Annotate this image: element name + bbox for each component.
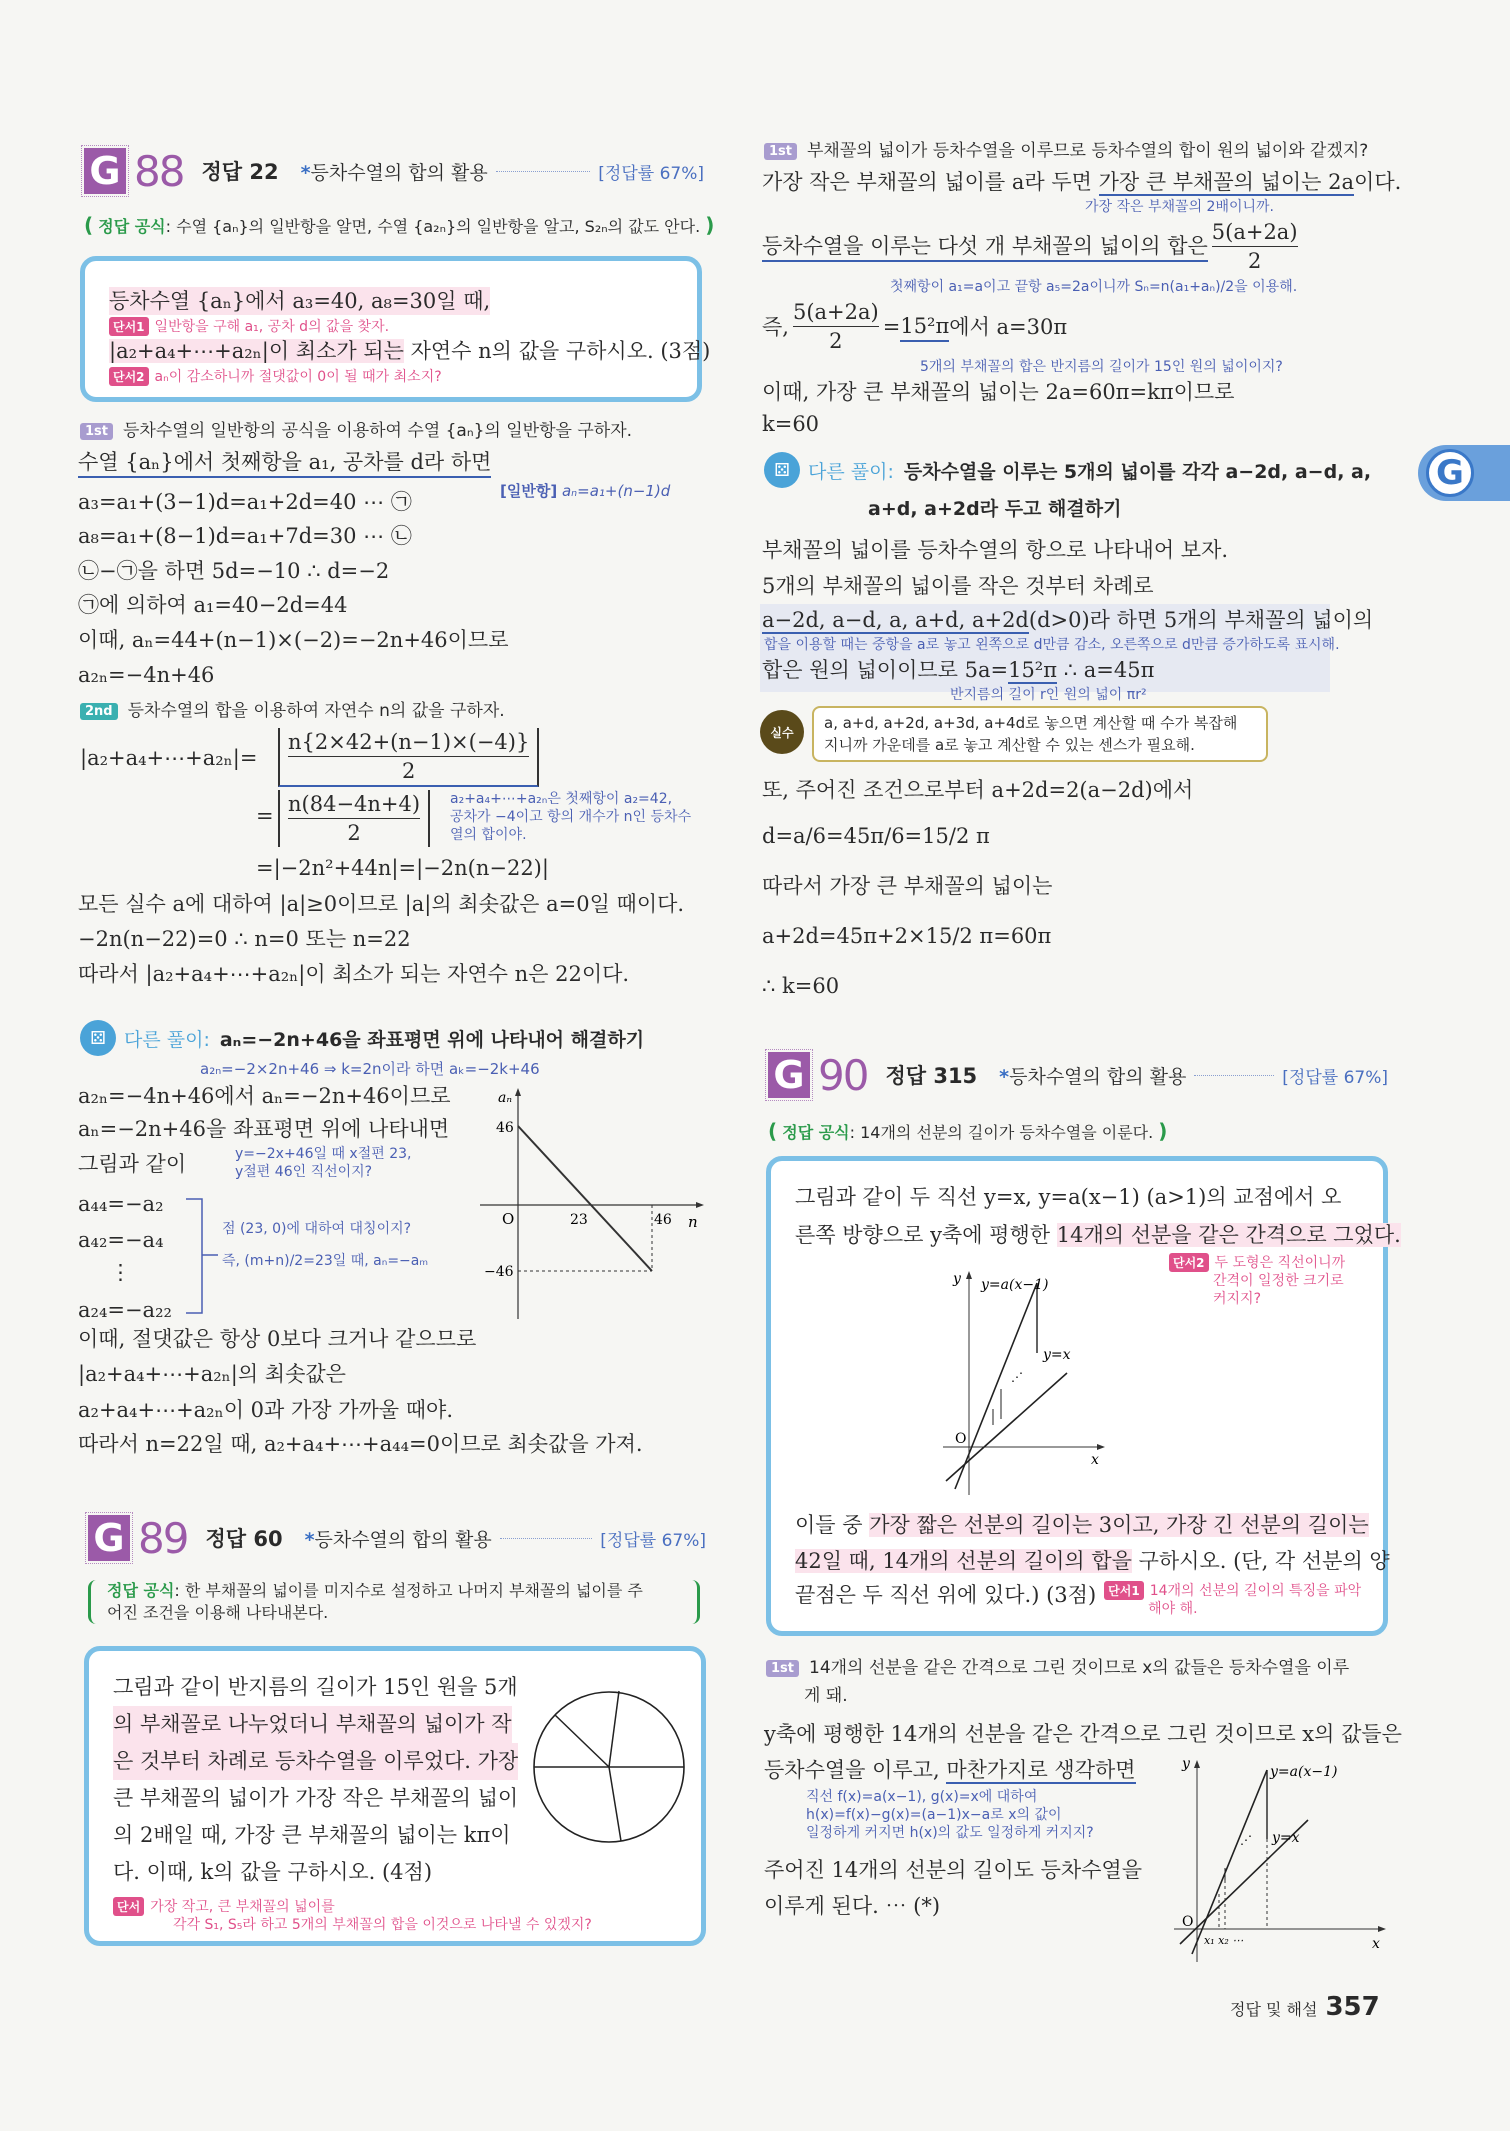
- hint-tag: 단서: [113, 1897, 144, 1916]
- step-1: [764, 136, 1368, 161]
- hint-text: 간격이 일정한 크기로: [1213, 1273, 1344, 1289]
- x-tick: 46: [654, 1212, 672, 1228]
- line-label: y=a(x−1): [981, 1277, 1049, 1293]
- solution-line: 그림과 같이: [78, 1152, 187, 1176]
- solution-line: 모든 실수 a에 대하여 |a|≥0이므로 |a|의 최솟값은 a=0일 때이다.: [78, 892, 685, 916]
- solution-text: 등차수열을 이루고,: [764, 1758, 947, 1782]
- problem-line: 의 부채꼴로 나누었더니 부채꼴의 넓이가 작: [113, 1706, 512, 1743]
- alt-title: 등차수열을 이루는 5개의 넓이를 각각 a−2d, a−d, a,: [903, 460, 1372, 483]
- step-text: 14개의 선분을 같은 간격으로 그린 것이므로 x의 값들은 등차수열을 이루: [809, 1658, 1350, 1678]
- problem-text: 른쪽 방향으로 y축에 평행한: [795, 1223, 1057, 1247]
- problem-line: [795, 1221, 1401, 1249]
- step-1: [80, 416, 632, 441]
- ellipsis: ⋰: [1240, 1833, 1252, 1847]
- step-tag: 1st: [764, 143, 797, 160]
- dice-icon: ⚄: [80, 1020, 116, 1056]
- underlined-text: 가장 큰 부채꼴의 넓이는 2a: [1098, 170, 1355, 194]
- y-tick: 46: [496, 1120, 514, 1136]
- solution-line: 따라서 |a₂+a₄+⋯+a₂ₙ|이 최소가 되는 자연수 n은 22이다.: [78, 962, 630, 986]
- chapter-badge: G: [88, 1515, 130, 1561]
- problem-last-line: [795, 1581, 1365, 1618]
- line-label: y=x: [1043, 1347, 1071, 1363]
- origin-label: O: [955, 1431, 967, 1447]
- hint-text: 커지지?: [1213, 1291, 1262, 1307]
- sum-lhs: |a₂+a₄+⋯+a₂ₙ|=: [80, 746, 258, 770]
- denominator: 2: [401, 759, 416, 783]
- alt-title: aₙ=−2n+46을 좌표평면 위에 나타내어 해결하기: [219, 1028, 645, 1051]
- step-text: 등차수열의 일반항의 공식을 이용하여 수열 {aₙ}의 일반항을 구하자.: [123, 421, 633, 441]
- line-label: y=a(x−1): [1270, 1764, 1338, 1780]
- formula-label: 정답 공식: [98, 217, 166, 236]
- problem-number: 89: [138, 1513, 188, 1563]
- underlined-text: 마찬가지로 생각하면: [946, 1758, 1136, 1782]
- highlight: 14개의 선분을 같은 간격으로 그었다.: [1056, 1223, 1401, 1247]
- hint-text: 14개의 선분의 길이의 특징을 파악: [1149, 1583, 1362, 1599]
- chapter-badge: G: [768, 1052, 810, 1098]
- solution-line: k=60: [762, 412, 820, 436]
- step-tag: 1st: [80, 423, 113, 440]
- note-label: [일반항]: [500, 482, 558, 500]
- solution-text: ∴ a=45π: [1057, 658, 1155, 682]
- step-1: [766, 1654, 1349, 1710]
- solution-line: aₙ=−2n+46을 좌표평면 위에 나타내면: [78, 1117, 450, 1141]
- note: 첫째항이 a₁=a이고 끝항 a₅=2a이니까 Sₙ=n(a₁+aₙ)/2을 이용해.: [890, 279, 1298, 295]
- topic-text: 등차수열의 합의 활용: [314, 1528, 492, 1551]
- solution-line: 이루게 된다. ⋯ (*): [764, 1894, 941, 1918]
- hint-tag: 단서2: [1169, 1253, 1209, 1272]
- denominator: 2: [829, 329, 843, 353]
- solution-line: 부채꼴의 넓이를 등차수열의 항으로 나타내어 보자.: [762, 538, 1229, 562]
- hint-tag: 단서2: [109, 367, 149, 386]
- alt-solution-header: [80, 1020, 644, 1056]
- answer: 정답 22: [201, 160, 279, 184]
- solution-line: [764, 1756, 1136, 1784]
- alt-note: [235, 1145, 411, 1181]
- origin-label: O: [1182, 1914, 1194, 1930]
- note: [806, 1788, 1094, 1842]
- hint-tag: 단서1: [1104, 1581, 1144, 1600]
- alt-solution-header: [764, 452, 1371, 488]
- solution-line: 따라서 n=22일 때, a₂+a₄+⋯+a₄₄=0이므로 최솟값을 가져.: [78, 1432, 643, 1456]
- alt-label: 다른 풀이:: [124, 1028, 210, 1051]
- denominator: 2: [1247, 249, 1262, 273]
- note: 합을 이용할 때는 중항을 a로 놓고 왼쪽으로 d만큼 감소, 오른쪽으로 d만큼 증가하도록 표시해.: [764, 637, 1340, 653]
- solution-line: [762, 168, 1401, 196]
- ellipsis: ⋰: [1011, 1370, 1023, 1384]
- solution-line: [762, 606, 1373, 634]
- note-line: 일정하게 커지면 h(x)의 값도 일정하게 커지지?: [806, 1825, 1094, 1841]
- solution-text: =: [882, 314, 901, 339]
- topic: [301, 158, 488, 185]
- circle-figure: [529, 1687, 689, 1847]
- numerator: 5(a+2a): [793, 298, 879, 327]
- solution-line: 이때, aₙ=44+(n−1)×(−2)=−2n+46이므로: [78, 628, 509, 652]
- step-2: [80, 696, 505, 721]
- solution-line: 수열 {aₙ}에서 첫째항을 a₁, 공차를 d라 하면: [78, 448, 491, 478]
- problem-line: [795, 1547, 1390, 1575]
- topic: [305, 1525, 492, 1552]
- x-tick: 23: [570, 1212, 588, 1228]
- origin-label: O: [502, 1210, 515, 1228]
- dotted-leader: [1194, 1075, 1274, 1076]
- correct-rate: [정답률 67%]: [598, 163, 704, 184]
- problem-line: 은 것부터 차례로 등차수열을 이루었다. 가장: [113, 1743, 518, 1780]
- solution-line: [762, 218, 1302, 275]
- problem-line: 다. 이때, k의 값을 구하시오. (4점): [113, 1860, 433, 1884]
- star-icon: *: [999, 1065, 1010, 1088]
- numerator: n{2×42+(n−1)×(−4)}: [288, 728, 529, 757]
- solution-text: 에서 a=30π: [949, 314, 1068, 339]
- solution-text: 즉,: [762, 314, 789, 339]
- fraction: [1212, 218, 1298, 275]
- answer: 정답 60: [205, 1527, 283, 1551]
- note-line: y절편 46인 직선이지?: [235, 1164, 373, 1180]
- x-axis-label: x: [1091, 1452, 1099, 1468]
- y-axis-label: aₙ: [498, 1090, 513, 1106]
- hint-1: [1104, 1581, 1365, 1618]
- step-tag: 1st: [766, 1660, 799, 1677]
- solution-line: 이때, 절댓값은 항상 0보다 크거나 같으므로: [78, 1327, 477, 1351]
- problem-text: 구하시오. (단, 각 선분의 양: [1131, 1549, 1390, 1573]
- solution-line: |a₂+a₄+⋯+a₂ₙ|의 최솟값은: [78, 1362, 346, 1386]
- note-line: a₂+a₄+⋯+a₂ₙ은 첫째항이 a₂=42,: [450, 791, 673, 807]
- solution-line: ㉡−㉠을 하면 5d=−10 ∴ d=−2: [78, 559, 390, 583]
- chapter-badge: G: [84, 148, 126, 194]
- solution-text: 합은 원의 넓이이므로 5a=: [762, 658, 1009, 682]
- alt-note: [222, 1220, 428, 1270]
- problem-line: [109, 337, 710, 365]
- numerator: n(84−4n+4): [288, 790, 420, 819]
- hint-text: 가장 작고, 큰 부채꼴의 넓이를: [150, 1899, 335, 1915]
- note-line: 즉, (m+n)/2=23일 때, aₙ=−aₘ: [222, 1253, 429, 1269]
- general-term-note: [500, 482, 670, 500]
- dice-icon: ⚄: [764, 452, 800, 488]
- note-line: 점 (23, 0)에 대하여 대칭이지?: [222, 1221, 412, 1237]
- problem-line: 큰 부채꼴의 넓이가 가장 작은 부채꼴의 넓이: [113, 1786, 519, 1810]
- underlined-text: 등차수열을 이루는 다섯 개 부채꼴의 넓이의 합은: [762, 232, 1208, 262]
- note-line: h(x)=f(x)−g(x)=(a−1)x−a로 x의 값이: [806, 1807, 1062, 1823]
- alt-title: a+d, a+2d라 두고 해결하기: [868, 498, 1122, 520]
- eq-sign: =: [256, 804, 274, 828]
- x-axis-label: x: [1372, 1936, 1380, 1952]
- star-icon: *: [300, 161, 311, 184]
- g88-header: [84, 146, 704, 196]
- g90-header: [768, 1050, 1388, 1100]
- correct-rate: [정답률 67%]: [600, 1530, 706, 1551]
- underlined-text: a−2d, a−d, a, a+d, a+2d: [762, 608, 1029, 632]
- topic-text: 등차수열의 합의 활용: [310, 161, 488, 184]
- answer-formula: ( 정답 공식: 14개의 선분의 길이가 등차수열을 이룬다. ): [768, 1119, 1168, 1143]
- answer-formula: [88, 1580, 700, 1624]
- highlight: |a₂+a₄+⋯+a₂ₙ|이 최소가 되는: [109, 339, 404, 363]
- solution-line: y축에 평행한 14개의 선분을 같은 간격으로 그린 것이므로 x의 값들은: [764, 1722, 1402, 1746]
- problem-line: 등차수열 {aₙ}에서 a₃=40, a₈=30일 때,: [109, 289, 491, 313]
- mistake-line: a, a+d, a+2d, a+3d, a+4d로 놓으면 계산할 때 수가 복잡해: [824, 714, 1238, 732]
- star-icon: *: [304, 1528, 315, 1551]
- hint-text: 두 도형은 직선이니까: [1214, 1255, 1346, 1271]
- sum-note: [450, 790, 691, 844]
- numerator: 5(a+2a): [1212, 218, 1298, 247]
- solution-line: 또, 주어진 조건으로부터 a+2d=2(a−2d)에서: [762, 778, 1194, 802]
- solution-line: 이때, 가장 큰 부채꼴의 넓이는 2a=60π=kπ이므로: [762, 380, 1235, 404]
- g89-header: [88, 1513, 706, 1563]
- solution-figure: [1082, 1756, 1412, 1966]
- symmetry-eq: a₄₂=−a₄: [78, 1228, 164, 1252]
- note: 가장 작은 부채꼴의 2배이니까.: [1085, 199, 1274, 215]
- formula-text: : 한 부채꼴의 넓이를 미지수로 설정하고 나머지 부채꼴의 넓이를 주: [174, 1581, 643, 1600]
- dotted-leader: [500, 1538, 593, 1539]
- highlight: 42일 때, 14개의 선분의 길이의 합을: [795, 1549, 1132, 1573]
- problem-line: [795, 1511, 1369, 1539]
- x-axis-label: n: [688, 1213, 698, 1231]
- solution-line: d=a/6=45π/6=15/2 π: [762, 824, 990, 848]
- note-line: y=−2x+46일 때 x절편 23,: [235, 1146, 412, 1162]
- solution-line: [762, 656, 1154, 684]
- solution-text: 가장 작은 부채꼴의 넓이를 a라 두면: [762, 170, 1099, 194]
- alt-label: 다른 풀이:: [808, 460, 894, 483]
- step-tag: 2nd: [80, 703, 118, 720]
- note-line: 열의 합이야.: [450, 827, 527, 843]
- y-axis-label: y: [953, 1271, 961, 1287]
- symmetry-eq: a₂₄=−a₂₂: [78, 1298, 172, 1322]
- solution-line: 따라서 가장 큰 부채꼴의 넓이는: [762, 874, 1053, 898]
- bracket-arrow: [160, 1195, 220, 1315]
- underlined-text: 15²π: [1008, 658, 1058, 682]
- note-line: 공차가 −4이고 항의 개수가 n인 등차수: [450, 809, 692, 825]
- solution-line: =|−2n²+44n|=|−2n(n−22)|: [256, 856, 549, 880]
- answer-formula: ( 정답 공식: 수열 {aₙ}의 일반항을 알면, 수열 {a₂ₙ}의 일반항을 알고, S₂ₙ의 값도 안다. ): [84, 213, 715, 237]
- answer: 정답 315: [885, 1064, 978, 1088]
- solution-line: −2n(n−22)=0 ∴ n=0 또는 n=22: [78, 927, 411, 951]
- mistake-line: 지니까 가운데를 a로 놓고 계산할 수 있는 센스가 필요해.: [824, 736, 1195, 754]
- note: 5개의 부채꼴의 합은 반지름의 길이가 15인 원의 넓이이지?: [920, 359, 1283, 375]
- mistake-badge: 실수: [760, 710, 804, 754]
- problem-line: 그림과 같이 반지름의 길이가 15인 원을 5개: [113, 1675, 518, 1699]
- problem-text: 이들 중: [795, 1513, 870, 1537]
- hint-text: 각각 S₁, S₅라 하고 5개의 부채꼴의 합을 이것으로 나타낼 수 있겠지?: [173, 1917, 592, 1933]
- page-footer: [1230, 1992, 1380, 2022]
- symmetry-eq: ⋮: [110, 1260, 131, 1284]
- solution-line: a₃=a₁+(3−1)d=a₁+2d=40 ⋯ ㉠: [78, 490, 412, 514]
- symmetry-eq: a₄₄=−a₂: [78, 1192, 164, 1216]
- hint-2: [1169, 1253, 1345, 1308]
- topic: [999, 1062, 1186, 1089]
- problem-number: 88: [134, 146, 184, 196]
- solution-line: a₈=a₁+(8−1)d=a₁+7d=30 ⋯ ㉡: [78, 524, 412, 548]
- solution-line: 5개의 부채꼴의 넓이를 작은 것부터 차례로: [762, 574, 1154, 598]
- solution-text: 이다.: [1354, 170, 1402, 194]
- problem-line: 그림과 같이 두 직선 y=x, y=a(x−1) (a>1)의 교점에서 오: [795, 1185, 1342, 1209]
- step-text: 등차수열의 합을 이용하여 자연수 n의 값을 구하자.: [127, 701, 505, 721]
- solution-line: [78, 1082, 451, 1110]
- hint-1: [109, 317, 389, 336]
- hint-text: 일반항을 구해 a₁, 공차 d의 값을 찾자.: [154, 319, 390, 335]
- solution-line: ∴ k=60: [762, 974, 840, 998]
- y-axis-label: y: [1182, 1756, 1190, 1772]
- footer-label: 정답 및 해설: [1230, 2000, 1318, 2019]
- note-line: 직선 f(x)=a(x−1), g(x)=x에 대하여: [806, 1789, 1038, 1805]
- step-text: 게 돼.: [804, 1686, 848, 1706]
- note: 반지름의 길이 r인 원의 넓이 πr²: [950, 687, 1147, 703]
- denominator: 2: [347, 821, 361, 845]
- problem-text: [113, 1669, 518, 1891]
- side-tab-letter: G: [1426, 449, 1474, 497]
- page-number: 357: [1325, 1992, 1380, 2022]
- solution-line: 주어진 14개의 선분의 길이도 등차수열을: [764, 1858, 1142, 1882]
- underlined-text: 15²π: [900, 312, 949, 342]
- x-ticks: x₁ x₂ ⋯: [1204, 1934, 1244, 1947]
- problem-line: 의 2배일 때, 가장 큰 부채꼴의 넓이는 kπ이: [113, 1823, 511, 1847]
- alt-note: a₂ₙ=−2×2n+46 ⇒ k=2n이라 하면 aₖ=−2k+46: [200, 1060, 540, 1078]
- fraction-1: [278, 728, 539, 787]
- solution-line: ㉠에 의하여 a₁=40−2d=44: [78, 593, 348, 617]
- mistake-bubble: [812, 706, 1268, 762]
- topic-text: 등차수열의 합의 활용: [1009, 1065, 1187, 1088]
- correct-rate: [정답률 67%]: [1282, 1067, 1388, 1088]
- problem-number: 90: [818, 1050, 868, 1100]
- hint-tag: 단서1: [109, 317, 149, 336]
- problem-box: [80, 256, 711, 402]
- step-text: 부채꼴의 넓이가 등차수열을 이루므로 등차수열의 합이 원의 넓이와 같겠지?: [807, 141, 1369, 161]
- solution-line: a+2d=45π+2×15/2 π=60π: [762, 924, 1052, 948]
- hint-text: 해야 해.: [1148, 1601, 1198, 1617]
- solution-line: [762, 298, 1067, 355]
- problem-box: [766, 1156, 1401, 1636]
- solution-line: a₂+a₄+⋯+a₂ₙ이 0과 가장 가까울 때야.: [78, 1398, 453, 1422]
- solution-text: (d>0)라 하면 5개의 부채꼴의 넓이의: [1028, 608, 1374, 632]
- solution-text: a₂ₙ=−4n+46에서 aₙ=−2n+46이므로: [78, 1084, 451, 1108]
- y-tick: −46: [484, 1264, 514, 1280]
- fraction-2: [278, 790, 430, 847]
- formula-label: 정답 공식: [107, 1581, 175, 1600]
- formula-label: 정답 공식: [782, 1123, 850, 1142]
- problem-box: [84, 1646, 706, 1946]
- highlight: 가장 짧은 선분의 길이는 3이고, 가장 긴 선분의 길이는: [869, 1513, 1369, 1537]
- formula-text: 어진 조건을 이용해 나타내본다.: [107, 1603, 329, 1622]
- formula-text: : 수열 {aₙ}의 일반항을 알면, 수열 {a₂ₙ}의 일반항을 알고, S₂ₙ의 값도 안다.: [165, 217, 701, 236]
- hint-text: aₙ이 감소하니까 절댓값이 0이 될 때가 최소지?: [154, 369, 442, 385]
- parallel-segments-figure: [941, 1269, 1121, 1499]
- line-label: y=x: [1272, 1830, 1300, 1846]
- fraction: [793, 298, 879, 355]
- formula-text: : 14개의 선분의 길이가 등차수열을 이룬다.: [849, 1123, 1154, 1142]
- problem-text: 자연수 n의 값을 구하시오. (3점): [403, 339, 711, 363]
- chapter-side-tab: [1418, 445, 1510, 501]
- solution-line: a₂ₙ=−4n+46: [78, 663, 215, 687]
- problem-line: 끝점은 두 직선 위에 있다.) (3점): [795, 1583, 1097, 1607]
- line-graph: [470, 1084, 710, 1324]
- dotted-leader: [496, 171, 591, 172]
- note-text: aₙ=a₁+(n−1)d: [561, 482, 671, 500]
- hint: [113, 1897, 592, 1934]
- hint-2: [109, 367, 442, 386]
